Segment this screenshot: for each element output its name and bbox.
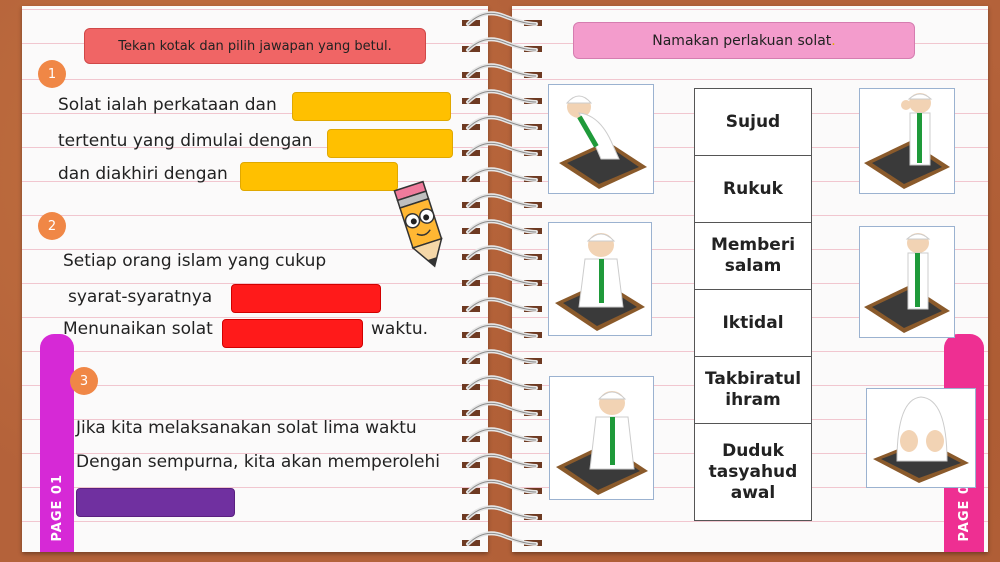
q1-line1: Solat ialah perkataan dan [58,95,277,115]
question-number-3: 3 [70,367,98,395]
instruction-banner: Tekan kotak dan pilih jawapan yang betul. [84,28,426,64]
answer-table [694,88,812,521]
answer-cell[interactable]: Memberi salam [695,223,811,290]
picture-sitting-icon[interactable] [549,376,654,500]
title-text: Namakan perlakuan solat [652,32,832,49]
pencil-mascot-icon [392,176,452,272]
q1-answer-box-1[interactable] [292,92,451,121]
page-label-left: PAGE 01 [49,474,65,542]
answer-cell[interactable]: Rukuk [695,156,811,223]
q2-line3a: Menunaikan solat [63,319,213,339]
right-page-title [573,22,915,59]
page-label-right: PAGE 02 [956,474,972,542]
answer-cell[interactable]: Iktidal [695,290,811,357]
picture-duduk-icon[interactable] [548,222,652,336]
q2-line3b: waktu. [371,319,429,339]
q2-line1: Setiap orang islam yang cukup [63,251,327,271]
answer-cell[interactable]: Sujud [695,89,811,156]
q3-answer-box[interactable] [76,488,235,517]
picture-takbir-icon[interactable] [859,88,955,194]
page-tab-left [40,334,74,552]
answer-cell[interactable]: Takbiratul ihram [695,357,811,424]
spiral-binding-icon [458,8,548,556]
picture-sujud-icon[interactable] [548,84,654,194]
picture-iktidal-icon[interactable] [859,226,955,338]
q3-line1: Jika kita melaksanakan solat lima waktu [76,418,417,438]
q1-line2: tertentu yang dimulai dengan [58,131,313,151]
title-dot: . [831,32,836,49]
q2-answer-box-2[interactable] [222,319,363,348]
q2-answer-box-1[interactable] [231,284,381,313]
q1-answer-box-2[interactable] [327,129,453,158]
question-number-2: 2 [38,212,66,240]
question-number-1: 1 [38,60,66,88]
q1-line3: dan diakhiri dengan [58,164,228,184]
q2-line2: syarat-syaratnya [68,287,213,307]
picture-sujud-forward-icon[interactable] [866,388,976,488]
q3-line2: Dengan sempurna, kita akan memperolehi [76,452,440,472]
answer-cell[interactable]: Duduk tasyahud awal [708,440,798,503]
q1-answer-box-3[interactable] [240,162,398,191]
